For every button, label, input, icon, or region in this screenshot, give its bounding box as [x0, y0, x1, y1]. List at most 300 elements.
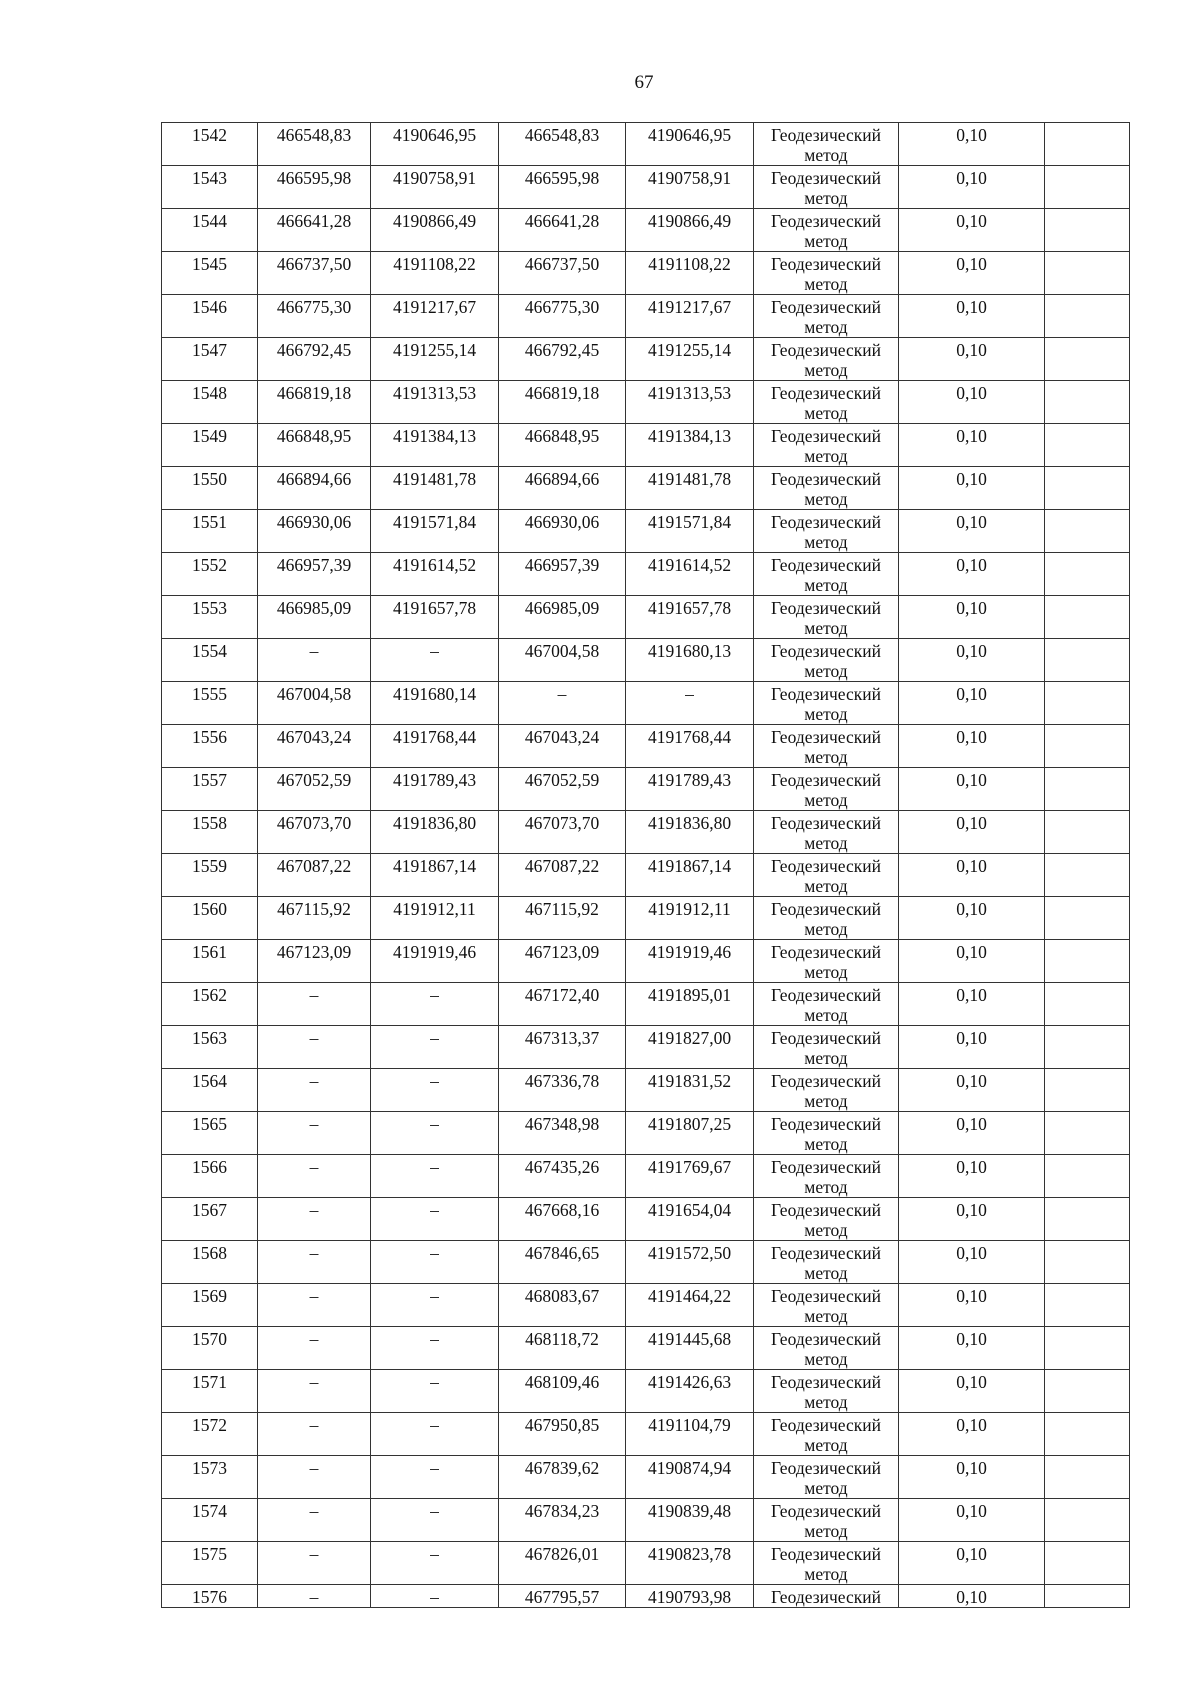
point-number-cell: 1562: [162, 983, 258, 1026]
y-existing-cell: 4191912,11: [371, 897, 499, 940]
description-cell: [1045, 467, 1130, 510]
x-existing-cell: 466595,98: [258, 166, 371, 209]
y-refined-cell: 4191768,44: [626, 725, 754, 768]
point-number-cell: 1547: [162, 338, 258, 381]
method-text: Геодезический: [771, 254, 881, 274]
y-existing-cell: 4191384,13: [371, 424, 499, 467]
table-row: [162, 768, 1130, 811]
method-text: Геодезический: [771, 899, 881, 919]
x-refined-cell: 466792,45: [499, 338, 626, 381]
method-cell: [754, 252, 899, 295]
x-existing-cell: –: [258, 639, 371, 682]
description-cell: [1045, 381, 1130, 424]
x-refined-cell: 467087,22: [499, 854, 626, 897]
method-cell: [754, 854, 899, 897]
x-existing-cell: 466792,45: [258, 338, 371, 381]
method-text: метод: [804, 1177, 848, 1197]
y-refined-cell: 4191572,50: [626, 1241, 754, 1284]
y-existing-cell: –: [371, 1413, 499, 1456]
x-existing-cell: 466548,83: [258, 123, 371, 166]
method-text: метод: [804, 1521, 848, 1541]
accuracy-cell: 0,10: [899, 983, 1045, 1026]
y-refined-cell: 4191769,67: [626, 1155, 754, 1198]
table-row: [162, 940, 1130, 983]
y-refined-cell: 4191426,63: [626, 1370, 754, 1413]
y-existing-cell: 4191867,14: [371, 854, 499, 897]
accuracy-cell: 0,10: [899, 1069, 1045, 1112]
method-text: метод: [804, 489, 848, 509]
x-refined-cell: 467839,62: [499, 1456, 626, 1499]
method-text: Геодезический: [771, 168, 881, 188]
x-existing-cell: –: [258, 1284, 371, 1327]
x-refined-cell: 466595,98: [499, 166, 626, 209]
point-number-cell: 1570: [162, 1327, 258, 1370]
description-cell: [1045, 424, 1130, 467]
table-row: [162, 1026, 1130, 1069]
description-cell: [1045, 1542, 1130, 1585]
method-cell: [754, 166, 899, 209]
method-text: метод: [804, 231, 848, 251]
description-cell: [1045, 295, 1130, 338]
x-existing-cell: –: [258, 1069, 371, 1112]
method-text: метод: [804, 1349, 848, 1369]
x-refined-cell: 467826,01: [499, 1542, 626, 1585]
method-cell: [754, 639, 899, 682]
table-row: [162, 1456, 1130, 1499]
table-row: [162, 295, 1130, 338]
table-row: [162, 1370, 1130, 1413]
description-cell: [1045, 1241, 1130, 1284]
accuracy-cell: 0,10: [899, 166, 1045, 209]
x-refined-cell: 467348,98: [499, 1112, 626, 1155]
accuracy-cell: 0,10: [899, 1585, 1045, 1608]
x-existing-cell: –: [258, 1585, 371, 1608]
accuracy-cell: 0,10: [899, 553, 1045, 596]
point-number-cell: 1572: [162, 1413, 258, 1456]
y-existing-cell: –: [371, 1241, 499, 1284]
x-refined-cell: 467668,16: [499, 1198, 626, 1241]
x-refined-cell: 466848,95: [499, 424, 626, 467]
y-existing-cell: –: [371, 639, 499, 682]
point-number-cell: 1546: [162, 295, 258, 338]
point-number-cell: 1556: [162, 725, 258, 768]
point-number-cell: 1565: [162, 1112, 258, 1155]
y-existing-cell: –: [371, 1585, 499, 1608]
x-refined-cell: –: [499, 682, 626, 725]
description-cell: [1045, 252, 1130, 295]
method-text: метод: [804, 1134, 848, 1154]
method-cell: [754, 1241, 899, 1284]
method-text: Геодезический: [771, 512, 881, 532]
accuracy-cell: 0,10: [899, 682, 1045, 725]
method-text: Геодезический: [771, 426, 881, 446]
description-cell: [1045, 1456, 1130, 1499]
y-existing-cell: –: [371, 1112, 499, 1155]
y-existing-cell: –: [371, 1026, 499, 1069]
y-existing-cell: 4191313,53: [371, 381, 499, 424]
y-existing-cell: 4191680,14: [371, 682, 499, 725]
table-row: [162, 1327, 1130, 1370]
method-cell: [754, 424, 899, 467]
description-cell: [1045, 940, 1130, 983]
method-text: Геодезический: [771, 1415, 881, 1435]
y-refined-cell: 4191654,04: [626, 1198, 754, 1241]
accuracy-cell: 0,10: [899, 854, 1045, 897]
accuracy-cell: 0,10: [899, 1542, 1045, 1585]
table-row: [162, 381, 1130, 424]
point-number-cell: 1561: [162, 940, 258, 983]
method-text: Геодезический: [771, 1544, 881, 1564]
accuracy-cell: 0,10: [899, 897, 1045, 940]
x-refined-cell: 467073,70: [499, 811, 626, 854]
method-cell: [754, 768, 899, 811]
x-refined-cell: 466985,09: [499, 596, 626, 639]
x-existing-cell: 466930,06: [258, 510, 371, 553]
method-text: Геодезический: [771, 942, 881, 962]
point-number-cell: 1555: [162, 682, 258, 725]
method-text: метод: [804, 274, 848, 294]
x-existing-cell: –: [258, 1241, 371, 1284]
x-refined-cell: 467336,78: [499, 1069, 626, 1112]
point-number-cell: 1554: [162, 639, 258, 682]
accuracy-cell: 0,10: [899, 1284, 1045, 1327]
description-cell: [1045, 1112, 1130, 1155]
method-text: Геодезический: [771, 125, 881, 145]
description-cell: [1045, 811, 1130, 854]
y-refined-cell: 4190866,49: [626, 209, 754, 252]
x-refined-cell: 467115,92: [499, 897, 626, 940]
point-number-cell: 1568: [162, 1241, 258, 1284]
method-cell: [754, 1155, 899, 1198]
y-existing-cell: 4191836,80: [371, 811, 499, 854]
point-number-cell: 1569: [162, 1284, 258, 1327]
x-existing-cell: –: [258, 1456, 371, 1499]
y-existing-cell: 4191255,14: [371, 338, 499, 381]
accuracy-cell: 0,10: [899, 1241, 1045, 1284]
y-refined-cell: 4190758,91: [626, 166, 754, 209]
method-text: Геодезический: [771, 1587, 881, 1607]
method-text: Геодезический: [771, 813, 881, 833]
y-refined-cell: 4190874,94: [626, 1456, 754, 1499]
method-text: метод: [804, 747, 848, 767]
y-existing-cell: –: [371, 1499, 499, 1542]
table-row: [162, 596, 1130, 639]
method-text: метод: [804, 1435, 848, 1455]
method-text: метод: [804, 618, 848, 638]
accuracy-cell: 0,10: [899, 338, 1045, 381]
y-existing-cell: 4191217,67: [371, 295, 499, 338]
x-existing-cell: –: [258, 1413, 371, 1456]
y-existing-cell: 4191657,78: [371, 596, 499, 639]
y-refined-cell: 4191836,80: [626, 811, 754, 854]
y-existing-cell: 4190646,95: [371, 123, 499, 166]
y-existing-cell: –: [371, 1069, 499, 1112]
method-text: Геодезический: [771, 641, 881, 661]
method-text: метод: [804, 145, 848, 165]
x-refined-cell: 466930,06: [499, 510, 626, 553]
accuracy-cell: 0,10: [899, 510, 1045, 553]
method-cell: [754, 897, 899, 940]
accuracy-cell: 0,10: [899, 768, 1045, 811]
method-text: метод: [804, 317, 848, 337]
y-existing-cell: 4191614,52: [371, 553, 499, 596]
page-number: 67: [634, 72, 654, 93]
description-cell: [1045, 983, 1130, 1026]
method-cell: [754, 1026, 899, 1069]
x-existing-cell: 466641,28: [258, 209, 371, 252]
y-refined-cell: 4191313,53: [626, 381, 754, 424]
y-refined-cell: 4191657,78: [626, 596, 754, 639]
y-refined-cell: 4191104,79: [626, 1413, 754, 1456]
y-refined-cell: 4191912,11: [626, 897, 754, 940]
method-cell: [754, 1413, 899, 1456]
method-text: Геодезический: [771, 1028, 881, 1048]
method-cell: [754, 1327, 899, 1370]
method-cell: [754, 295, 899, 338]
y-refined-cell: 4190646,95: [626, 123, 754, 166]
method-cell: [754, 123, 899, 166]
description-cell: [1045, 596, 1130, 639]
accuracy-cell: 0,10: [899, 381, 1045, 424]
method-text: Геодезический: [771, 770, 881, 790]
point-number-cell: 1571: [162, 1370, 258, 1413]
x-existing-cell: –: [258, 1542, 371, 1585]
method-cell: [754, 1499, 899, 1542]
x-existing-cell: –: [258, 1370, 371, 1413]
x-existing-cell: –: [258, 1327, 371, 1370]
method-cell: [754, 1456, 899, 1499]
description-cell: [1045, 1499, 1130, 1542]
table-row: [162, 338, 1130, 381]
x-existing-cell: 466957,39: [258, 553, 371, 596]
accuracy-cell: 0,10: [899, 467, 1045, 510]
y-refined-cell: 4191445,68: [626, 1327, 754, 1370]
y-refined-cell: 4191481,78: [626, 467, 754, 510]
accuracy-cell: 0,10: [899, 940, 1045, 983]
x-refined-cell: 467043,24: [499, 725, 626, 768]
table-row: [162, 725, 1130, 768]
description-cell: [1045, 553, 1130, 596]
description-cell: [1045, 1026, 1130, 1069]
method-cell: [754, 467, 899, 510]
x-refined-cell: 467795,57: [499, 1585, 626, 1608]
table-row: [162, 639, 1130, 682]
x-refined-cell: 467052,59: [499, 768, 626, 811]
method-text: метод: [804, 1048, 848, 1068]
x-existing-cell: 466985,09: [258, 596, 371, 639]
method-cell: [754, 510, 899, 553]
method-cell: [754, 1198, 899, 1241]
point-number-cell: 1550: [162, 467, 258, 510]
x-refined-cell: 466641,28: [499, 209, 626, 252]
point-number-cell: 1560: [162, 897, 258, 940]
method-text: Геодезический: [771, 555, 881, 575]
y-existing-cell: –: [371, 1370, 499, 1413]
method-text: метод: [804, 661, 848, 681]
table-row: [162, 1284, 1130, 1327]
y-refined-cell: 4191614,52: [626, 553, 754, 596]
x-existing-cell: 467052,59: [258, 768, 371, 811]
table-row: [162, 1585, 1130, 1608]
point-number-cell: 1567: [162, 1198, 258, 1241]
y-existing-cell: 4191768,44: [371, 725, 499, 768]
method-cell: [754, 811, 899, 854]
y-existing-cell: 4191571,84: [371, 510, 499, 553]
method-text: метод: [804, 1564, 848, 1584]
y-refined-cell: 4191464,22: [626, 1284, 754, 1327]
method-cell: [754, 1370, 899, 1413]
description-cell: [1045, 209, 1130, 252]
method-cell: [754, 209, 899, 252]
table-row: [162, 467, 1130, 510]
accuracy-cell: 0,10: [899, 252, 1045, 295]
point-number-cell: 1573: [162, 1456, 258, 1499]
x-refined-cell: 466775,30: [499, 295, 626, 338]
method-text: метод: [804, 962, 848, 982]
y-refined-cell: 4191571,84: [626, 510, 754, 553]
accuracy-cell: 0,10: [899, 1155, 1045, 1198]
x-refined-cell: 466548,83: [499, 123, 626, 166]
method-text: метод: [804, 704, 848, 724]
x-existing-cell: 466819,18: [258, 381, 371, 424]
accuracy-cell: 0,10: [899, 123, 1045, 166]
y-refined-cell: 4191217,67: [626, 295, 754, 338]
point-number-cell: 1544: [162, 209, 258, 252]
y-existing-cell: –: [371, 1542, 499, 1585]
method-cell: [754, 338, 899, 381]
y-refined-cell: 4190793,98: [626, 1585, 754, 1608]
accuracy-cell: 0,10: [899, 1370, 1045, 1413]
accuracy-cell: 0,10: [899, 1112, 1045, 1155]
description-cell: [1045, 1284, 1130, 1327]
method-text: Геодезический: [771, 1157, 881, 1177]
x-refined-cell: 467004,58: [499, 639, 626, 682]
point-number-cell: 1566: [162, 1155, 258, 1198]
y-existing-cell: –: [371, 983, 499, 1026]
y-refined-cell: 4191807,25: [626, 1112, 754, 1155]
x-existing-cell: 467004,58: [258, 682, 371, 725]
x-existing-cell: 467087,22: [258, 854, 371, 897]
point-number-cell: 1552: [162, 553, 258, 596]
x-existing-cell: 467115,92: [258, 897, 371, 940]
method-text: метод: [804, 1392, 848, 1412]
method-cell: [754, 1284, 899, 1327]
table-row: [162, 1542, 1130, 1585]
table-row: [162, 1112, 1130, 1155]
y-existing-cell: –: [371, 1327, 499, 1370]
description-cell: [1045, 1155, 1130, 1198]
table-row: [162, 252, 1130, 295]
method-text: метод: [804, 403, 848, 423]
method-text: метод: [804, 1220, 848, 1240]
description-cell: [1045, 897, 1130, 940]
accuracy-cell: 0,10: [899, 1456, 1045, 1499]
x-existing-cell: –: [258, 1198, 371, 1241]
point-number-cell: 1551: [162, 510, 258, 553]
y-existing-cell: 4190866,49: [371, 209, 499, 252]
description-cell: [1045, 682, 1130, 725]
method-text: Геодезический: [771, 856, 881, 876]
description-cell: [1045, 768, 1130, 811]
table-body: [162, 123, 1130, 1608]
x-existing-cell: 467043,24: [258, 725, 371, 768]
point-number-cell: 1576: [162, 1585, 258, 1608]
description-cell: [1045, 725, 1130, 768]
description-cell: [1045, 1069, 1130, 1112]
point-number-cell: 1548: [162, 381, 258, 424]
table-row: [162, 1241, 1130, 1284]
method-text: метод: [804, 360, 848, 380]
x-refined-cell: 467313,37: [499, 1026, 626, 1069]
y-refined-cell: 4191789,43: [626, 768, 754, 811]
y-existing-cell: 4191481,78: [371, 467, 499, 510]
point-number-cell: 1558: [162, 811, 258, 854]
y-refined-cell: 4191384,13: [626, 424, 754, 467]
table-row: [162, 553, 1130, 596]
y-refined-cell: 4191827,00: [626, 1026, 754, 1069]
method-text: Геодезический: [771, 1458, 881, 1478]
table-row: [162, 510, 1130, 553]
table-row: [162, 811, 1130, 854]
accuracy-cell: 0,10: [899, 811, 1045, 854]
description-cell: [1045, 1370, 1130, 1413]
y-refined-cell: –: [626, 682, 754, 725]
method-cell: [754, 381, 899, 424]
y-refined-cell: 4191255,14: [626, 338, 754, 381]
method-text: Геодезический: [771, 1200, 881, 1220]
y-existing-cell: –: [371, 1284, 499, 1327]
table-row: [162, 424, 1130, 467]
y-refined-cell: 4190823,78: [626, 1542, 754, 1585]
point-number-cell: 1559: [162, 854, 258, 897]
point-number-cell: 1543: [162, 166, 258, 209]
y-existing-cell: 4191108,22: [371, 252, 499, 295]
accuracy-cell: 0,10: [899, 295, 1045, 338]
method-cell: [754, 596, 899, 639]
accuracy-cell: 0,10: [899, 1198, 1045, 1241]
y-refined-cell: 4191895,01: [626, 983, 754, 1026]
method-text: Геодезический: [771, 684, 881, 704]
description-cell: [1045, 166, 1130, 209]
x-existing-cell: –: [258, 1499, 371, 1542]
x-existing-cell: –: [258, 1026, 371, 1069]
description-cell: [1045, 1585, 1130, 1608]
point-number-cell: 1563: [162, 1026, 258, 1069]
description-cell: [1045, 123, 1130, 166]
description-cell: [1045, 639, 1130, 682]
method-text: Геодезический: [771, 340, 881, 360]
accuracy-cell: 0,10: [899, 639, 1045, 682]
method-text: метод: [804, 1306, 848, 1326]
method-text: Геодезический: [771, 727, 881, 747]
method-text: Геодезический: [771, 1286, 881, 1306]
x-refined-cell: 468083,67: [499, 1284, 626, 1327]
y-existing-cell: –: [371, 1198, 499, 1241]
x-existing-cell: 467123,09: [258, 940, 371, 983]
method-cell: [754, 940, 899, 983]
table-row: [162, 1499, 1130, 1542]
table-row: [162, 897, 1130, 940]
y-refined-cell: 4191867,14: [626, 854, 754, 897]
table-row: [162, 1155, 1130, 1198]
y-existing-cell: –: [371, 1155, 499, 1198]
point-number-cell: 1564: [162, 1069, 258, 1112]
y-refined-cell: 4191680,13: [626, 639, 754, 682]
accuracy-cell: 0,10: [899, 424, 1045, 467]
point-number-cell: 1545: [162, 252, 258, 295]
x-refined-cell: 466737,50: [499, 252, 626, 295]
description-cell: [1045, 338, 1130, 381]
